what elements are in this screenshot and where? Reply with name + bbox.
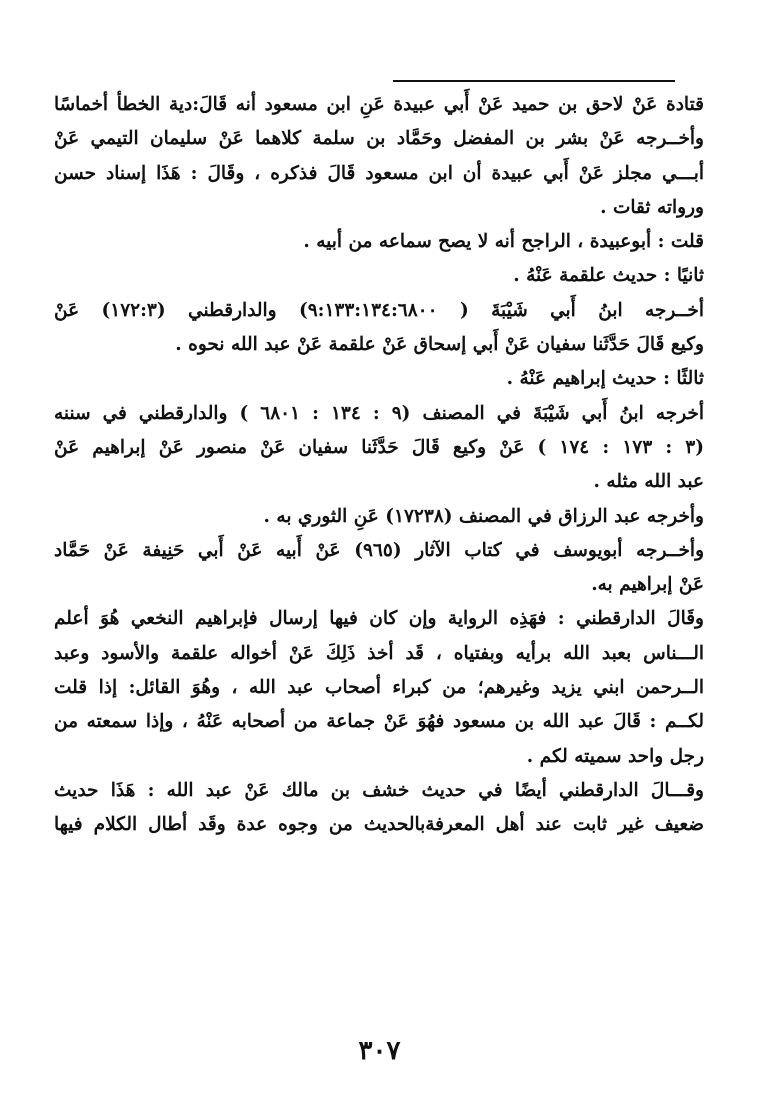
text-line: أخــرجه ابنُ أَبي شَيْبَةَ ( ٩:١٣٣:١٣٤:٦٨٠٠) والدارقطني (١٧٢:٣) عَنْ [54,299,704,321]
text-line: وكيع قَالَ حَدَّثَنا سفيان عَنْ أَبي إسحاق عَنْ علقمة عَنْ عبد الله نحوه . [175,334,704,356]
text-line: وأخــرجه عَنْ بشر بن المفضل وحَمَّاد بن سلمة كلاهما عَنْ سليمان التيمي عَنْ [54,128,704,150]
text-line: أخرجه ابنُ أَبي شَيْبَةَ في المصنف (٩ : ١٣٤ : ٦٨٠١ ) والدارقطني في سننه [54,402,704,424]
page-body-text [54,88,704,843]
text-line: قتادة عَنْ لاحق بن حميد عَنْ أَبي عبيدة عَنِ ابن مسعود أنه قَالَ:دية الخطأ أخماسًا [54,94,704,115]
text-line: رجل واحد سميته لكم . [526,745,704,767]
text-line: قلت : أبوعبيدة ، الراجح أنه لا يصح سماعه من أبيه . [303,231,704,253]
footnote-separator-rule [393,80,675,82]
text-line: عَنْ إبراهيم به. [591,574,704,596]
text-line: لكــم : قَالَ عبد الله بن مسعود فهُوَ عَنْ جماعة من أصحابه عَنْهُ ، وإذا سمعته من [54,711,704,733]
text-line: وقَالَ الدارقطني : فهَذِه الرواية وإن كان فيها إرسال فإبراهيم النخعي هُوَ أعلم [54,608,704,630]
text-line: وأخرجه عبد الرزاق في المصنف (١٧٢٣٨) عَنِ الثوري به . [263,505,704,527]
text-line: الــرحمن ابني يزيد وغيرهم؛ من كبراء أصحاب عبد الله ، وهُوَ القائل: إذا قلت [54,677,704,699]
section-heading: ثانيًا : حديث علقمة عَنْهُ . [513,265,704,287]
text-line: أبـــي مجلز عَنْ أَبي عبيدة أن ابن مسعود قَالَ فذكره ، وقَالَ : هَذَا إسناد حسن [54,162,704,184]
text-line: وقـــالَ الدارقطني أيضًا في حديث خشف بن مالك عَنْ عبد الله : هَذَا حديث [54,779,704,801]
section-heading: ثالثًا : حديث إبراهيم عَنْهُ . [506,368,704,390]
text-line: وأخــرجه أبويوسف في كتاب الآثار (٩٦٥) عَنْ أَبيه عَنْ أَبي حَنِيفة عَنْ حَمَّاد [54,539,705,561]
text-line: عبد الله مثله . [593,471,704,493]
text-line: ضعيف غير ثابت عند أهل المعرفةبالحديث من وجوه عدة وقَد أطال الكلام فيها [54,814,704,836]
text-line: (٣ : ١٧٣ : ١٧٤ ) عَنْ وكيع قَالَ حَدَّثَنا سفيان عَنْ منصور عَنْ إبراهيم عَنْ [54,436,704,458]
text-line: الـــناس بعبد الله برأيه وبفتياه ، قَد أخذ ذَلِكَ عَنْ أخواله علقمة والأسود وعبد [54,642,704,664]
page-number: ٣٠٧ [358,1036,401,1066]
text-line: ورواته ثقات . [600,196,704,218]
